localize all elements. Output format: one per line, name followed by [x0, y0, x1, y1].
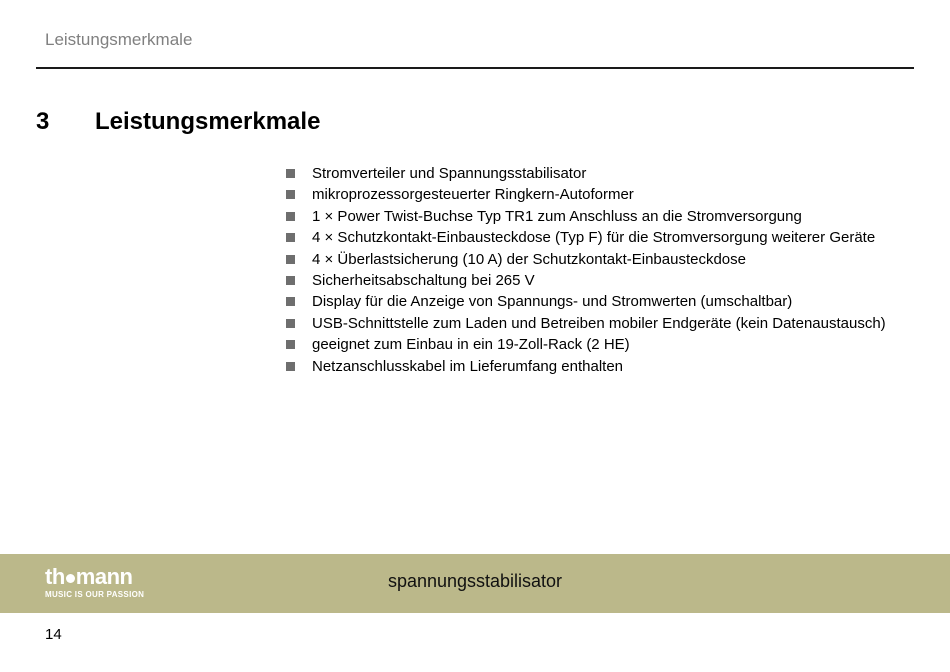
running-header-title: Leistungsmerkmale	[45, 30, 193, 49]
square-bullet-icon	[286, 169, 295, 178]
feature-item	[286, 270, 886, 291]
feature-item	[286, 163, 886, 184]
feature-item	[286, 206, 886, 227]
feature-text: 4 × Überlastsicherung (10 A) der Schutzkontakt-Einbausteckdose	[312, 250, 746, 268]
square-bullet-icon	[286, 340, 295, 349]
feature-text: USB-Schnittstelle zum Laden und Betreiben mobiler Endgeräte (kein Datenaustausch)	[312, 314, 886, 332]
feature-text: 1 × Power Twist-Buchse Typ TR1 zum Anschluss an die Stromversorgung	[312, 207, 802, 225]
feature-item	[286, 184, 886, 205]
square-bullet-icon	[286, 319, 295, 328]
feature-text: 4 × Schutzkontakt-Einbausteckdose (Typ F) für die Stromversorgung weiterer Geräte	[312, 229, 876, 247]
logo-wordmark: th mann	[45, 564, 133, 589]
page-number: 14	[45, 626, 62, 643]
square-bullet-icon	[286, 297, 295, 306]
feature-text: Netzanschlusskabel im Lieferumfang enthalten	[312, 357, 624, 375]
chapter-title: Leistungsmerkmale	[95, 108, 321, 135]
square-bullet-icon	[286, 276, 295, 285]
square-bullet-icon	[286, 233, 295, 242]
product-name: spannungsstabilisator	[387, 571, 563, 591]
chapter-number: 3	[36, 108, 50, 135]
feature-item	[286, 334, 886, 355]
feature-list	[286, 163, 886, 377]
logo-tagline: MUSIC IS OUR PASSION	[45, 590, 145, 599]
header-divider	[36, 67, 914, 69]
square-bullet-icon	[286, 190, 295, 199]
feature-item	[286, 313, 886, 334]
feature-item	[286, 291, 886, 312]
feature-text: Display für die Anzeige von Spannungs- und Stromwerten (umschaltbar)	[312, 293, 793, 311]
feature-item	[286, 356, 886, 377]
square-bullet-icon	[286, 255, 295, 264]
square-bullet-icon	[286, 212, 295, 221]
square-bullet-icon	[286, 362, 295, 371]
feature-item	[286, 249, 886, 270]
feature-text: Stromverteiler und Spannungsstabilisator	[312, 165, 587, 182]
feature-text: geeignet zum Einbau in ein 19-Zoll-Rack (2 HE)	[312, 336, 630, 354]
feature-text: mikroprozessorgesteuerter Ringkern-Autoformer	[312, 186, 634, 204]
footer-band	[0, 554, 950, 613]
feature-item	[286, 227, 886, 248]
feature-text: Sicherheitsabschaltung bei 265 V	[312, 271, 535, 289]
